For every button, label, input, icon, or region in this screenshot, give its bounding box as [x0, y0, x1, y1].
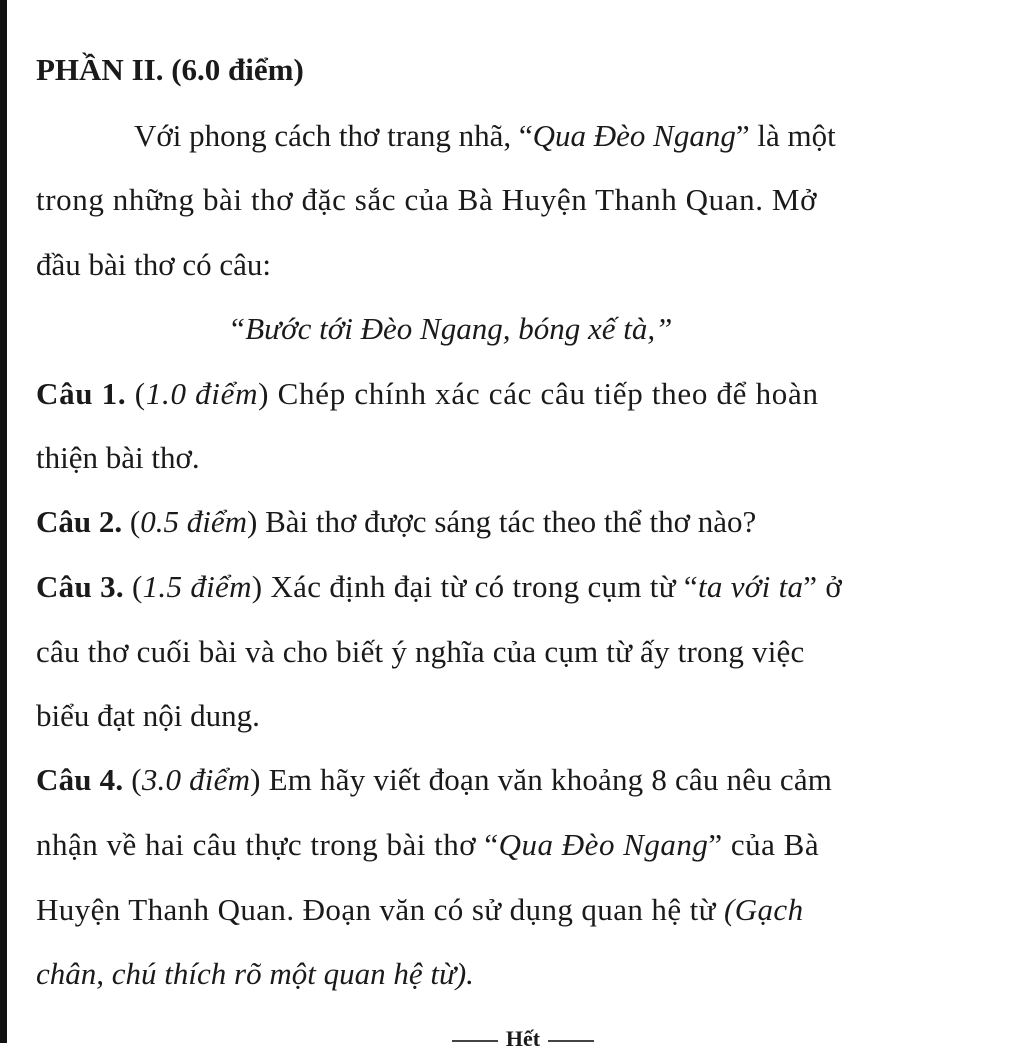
intro-line-1-post: ” là một: [735, 118, 836, 153]
question-4-line-3-pre: Huyện Thanh Quan. Đoạn văn có sử dụng quan hệ từ: [36, 892, 724, 927]
intro-line-3: đầu bài thơ có câu:: [36, 247, 272, 282]
end-dash-left: [452, 1040, 498, 1042]
question-3-points: 1.5 điểm: [142, 569, 252, 604]
end-dash-right: [548, 1040, 594, 1042]
question-2-line-1: Câu 2. (0.5 điểm) Bài thơ được sáng tác theo thể thơ nào?: [36, 504, 757, 539]
question-3-line-2: câu thơ cuối bài và cho biết ý nghĩa của cụm từ ấy trong việc: [36, 634, 805, 669]
question-4-line-2-pre: nhận về hai câu thực trong bài thơ “: [36, 827, 499, 862]
question-3-phrase-italic: ta với ta: [697, 569, 804, 604]
question-4-points: 3.0 điểm: [141, 762, 251, 797]
question-3-label: Câu 3.: [36, 569, 124, 604]
question-4-line-4: chân, chú thích rõ một quan hệ từ).: [36, 956, 474, 991]
question-4-line-2: [36, 825, 819, 865]
question-3-line-1: Câu 3. (1.5 điểm) Xác định đại từ có trong cụm từ “ta với ta” ở: [36, 569, 843, 604]
intro-line-2: trong những bài thơ đặc sắc của Bà Huyện Thanh Quan. Mở: [36, 182, 818, 217]
question-4-text: Em hãy viết đoạn văn khoảng 8 câu nêu cảm: [268, 762, 833, 797]
end-text: Hết: [505, 1026, 541, 1051]
question-4-line-1: Câu 4. (3.0 điểm) Em hãy viết đoạn văn khoảng 8 câu nêu cảm: [36, 762, 833, 797]
section-title: PHẦN II. (6.0 điểm): [36, 52, 304, 87]
question-2-text: Bài thơ được sáng tác theo thể thơ nào?: [265, 504, 757, 539]
question-4-poem-title-italic: Qua Đèo Ngang: [498, 827, 709, 862]
intro-line-1: [36, 116, 1008, 156]
question-4-label: Câu 4.: [36, 762, 124, 797]
question-2-label: Câu 2.: [36, 504, 123, 539]
question-2-points: 0.5 điểm: [140, 504, 247, 539]
question-4-line-3: [36, 890, 803, 930]
question-3-text-pre: Xác định đại từ có trong cụm từ “: [270, 569, 698, 604]
end-marker: [36, 1024, 1010, 1054]
intro-line-1-pre: Với phong cách thơ trang nhã, “: [134, 118, 533, 153]
question-3-line-3: biểu đạt nội dung.: [36, 698, 260, 733]
question-4-line-2-post: ” của Bà: [708, 827, 820, 862]
intro-line-1-text: [134, 116, 836, 156]
quoted-verse: “Bước tới Đèo Ngang, bóng xế tà,”: [228, 311, 673, 346]
question-1-label: Câu 1.: [36, 376, 127, 411]
left-border-bar: [0, 0, 7, 1043]
poem-title-italic: Qua Đèo Ngang: [532, 118, 736, 153]
question-1-line-2: thiện bài thơ.: [36, 440, 200, 475]
question-1-line-1: Câu 1. (1.0 điểm) Chép chính xác các câu tiếp theo để hoàn: [36, 376, 819, 411]
question-1-points: 1.0 điểm: [145, 376, 259, 411]
question-4-line-3-italic: (Gạch: [724, 892, 804, 927]
question-1-text: Chép chính xác các câu tiếp theo để hoàn: [277, 376, 819, 411]
question-3-text-post: ” ở: [803, 569, 843, 604]
